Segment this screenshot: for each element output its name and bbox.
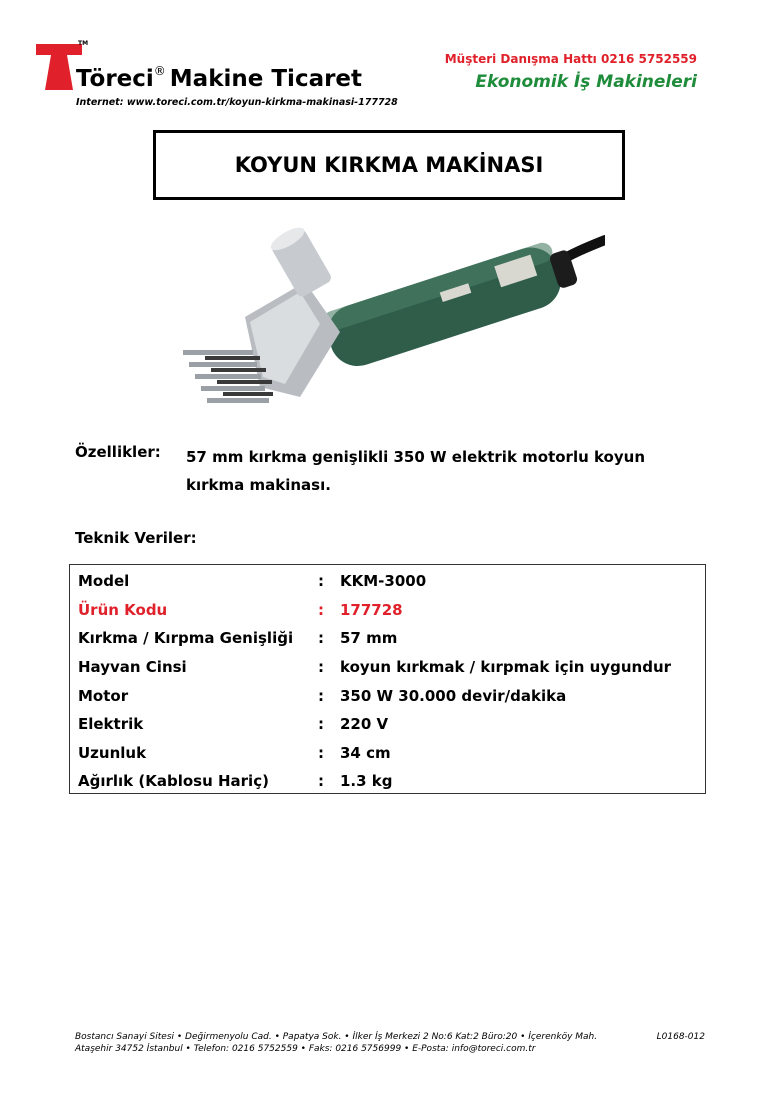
footer-address [75,1031,705,1055]
footer-address-line2: Ataşehir 34752 İstanbul • Telefon: 0216 5752559 • Faks: 0216 5756999 • E-Posta: info@toreci.com.tr [75,1044,536,1054]
spec-label: Ürün Kodu [78,600,168,619]
spec-value: 34 cm [340,743,391,762]
company-slogan: Ekonomik İş Makineleri [475,72,697,92]
spec-row-model [70,567,705,596]
spec-row-motor [70,681,705,710]
technical-spec-table [69,564,706,794]
spec-value: 220 V [340,715,389,734]
spec-separator: : [318,715,324,734]
spec-row-animal-type [70,653,705,682]
spec-separator: : [318,686,324,705]
spec-value: 350 W 30.000 devir/dakika [340,686,567,705]
spec-separator: : [318,772,324,791]
spec-label: Kırkma / Kırpma Genişliği [78,629,294,648]
spec-separator: : [318,572,324,591]
spec-value: KKM-3000 [340,572,427,591]
spec-label: Ağırlık (Kablosu Hariç) [78,772,269,791]
technical-data-title: Teknik Veriler: [75,529,197,547]
spec-value: 177728 [340,600,403,619]
spec-value: 57 mm [340,629,398,648]
spec-row-cutting-width [70,624,705,653]
customer-hotline: Müşteri Danışma Hattı 0216 5752559 [444,52,697,66]
spec-row-product-code [70,596,705,625]
brand-name: Töreci® Makine Ticaret [76,64,363,92]
page-title: KOYUN KIRKMA MAKİNASI [153,130,625,200]
spec-label: Uzunluk [78,743,147,762]
spec-separator: : [318,600,324,619]
website-url[interactable]: Internet: www.toreci.com.tr/koyun-kirkma-makinasi-177728 [76,97,398,108]
features-label: Özellikler: [75,443,161,461]
sheep-shearing-machine-photo [175,212,605,428]
spec-row-electric [70,710,705,739]
spec-label: Model [78,572,130,591]
spec-separator: : [318,629,324,648]
spec-separator: : [318,658,324,677]
spec-row-length [70,739,705,768]
footer-address-line1: Bostancı Sanayi Sitesi • Değirmenyolu Cad. • Papatya Sok. • İlker İş Merkezi 2 No:6 Kat:2 Büro:20 • İçerenköy Mah. [75,1032,598,1042]
spec-value: 1.3 kg [340,772,393,791]
spec-separator: : [318,743,324,762]
trademark-mark: TM [78,40,89,47]
document-code: L0168-012 [656,1032,705,1042]
features-text: 57 mm kırkma genişlikli 350 W elektrik motorlu koyun kırkma makinası. [186,448,646,494]
spec-label: Hayvan Cinsi [78,658,187,677]
spec-label: Motor [78,686,129,705]
spec-label: Elektrik [78,715,144,734]
spec-row-weight [70,767,705,796]
spec-value: koyun kırkmak / kırpmak için uygundur [340,658,672,677]
